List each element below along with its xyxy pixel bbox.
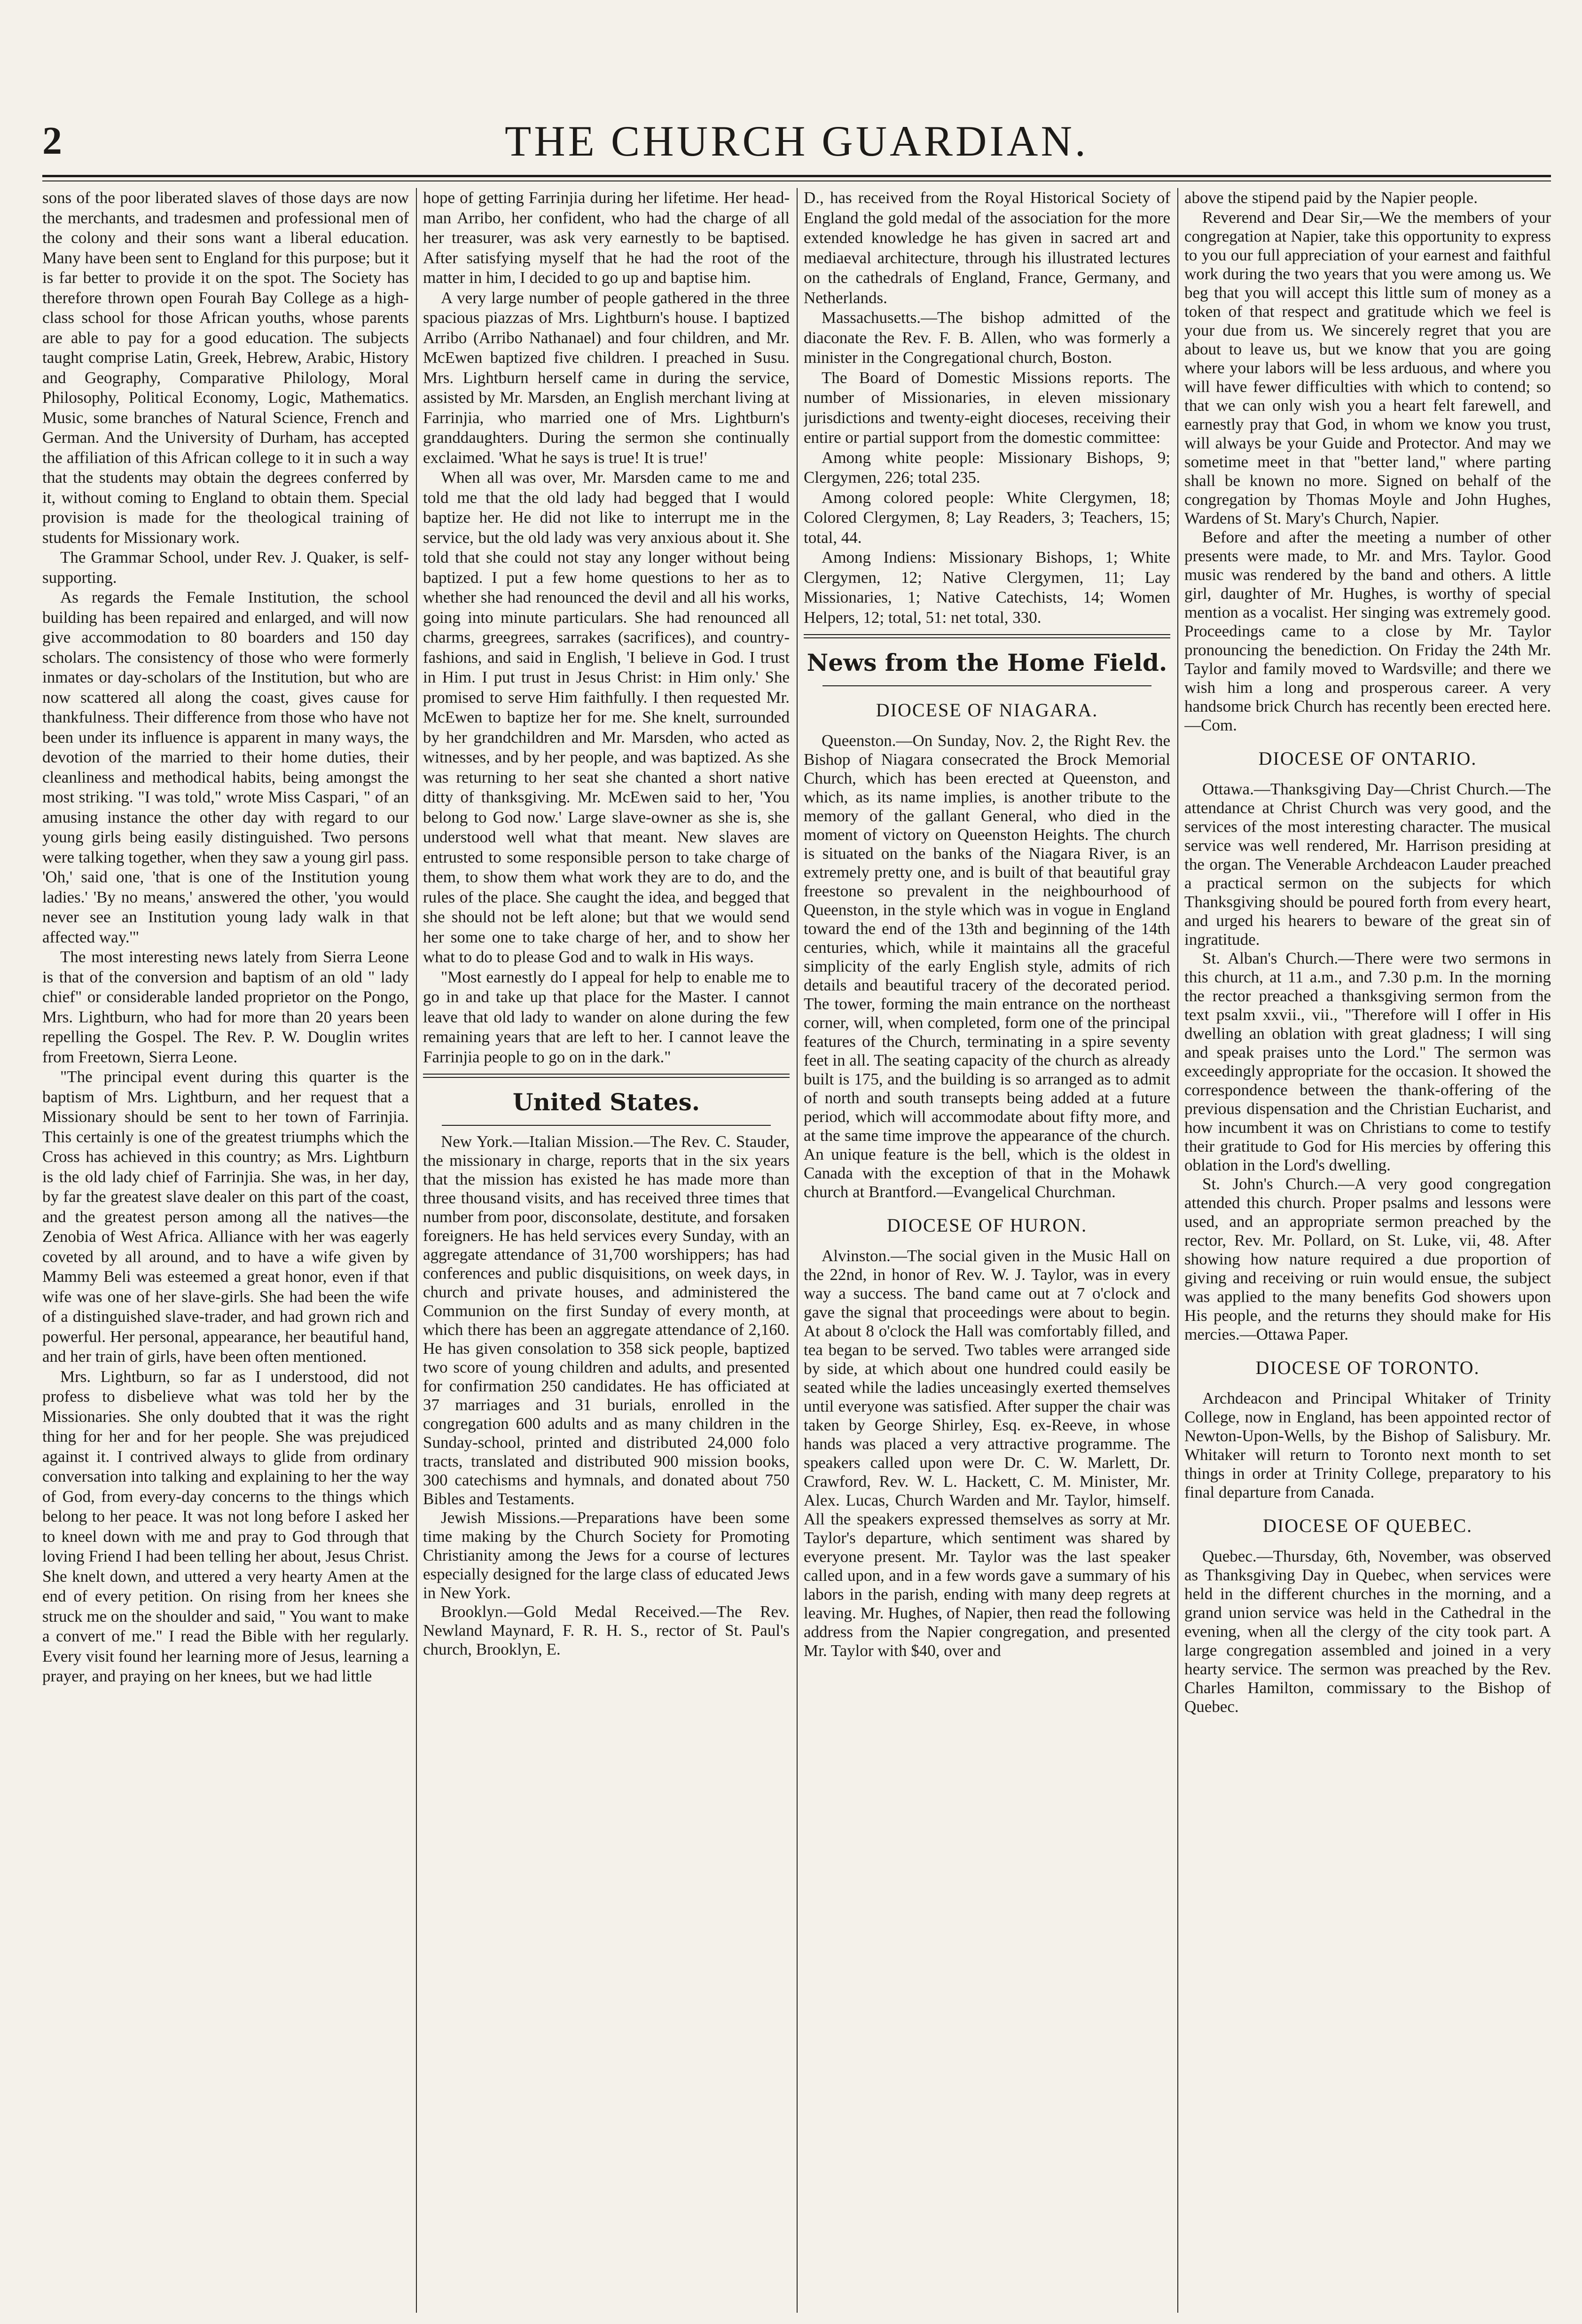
paragraph: Among colored people: White Clergymen, 18; Colored Clergymen, 8; Lay Readers, 3; Teachers, 15; total, 44. <box>804 488 1170 547</box>
paragraph: Among white people: Missionary Bishops, 9; Clergymen, 226; total 235. <box>804 448 1170 487</box>
paragraph: "The principal event during this quarter is the baptism of Mrs. Lightburn, and her request that a Missionary should be sent to her town of Farrinjia. This certainly is one of the greatest triumphs which the Cross has achieved in this country; as Mrs. Lightburn is the old lady chief of Farrinjia. She was, in her day, by far the greatest slave dealer on this part of the coast, and the greatest person among all the natives—the Zenobia of West Africa. Alliance with her was eagerly coveted by all around, and to have a wife given by Mammy Beli was esteemed a great honor, even if that wife was one of her slave-girls. She had been the wife of a distinguished slave-trader, and had grown rich and powerful. Her personal, appearance, her beautiful hand, and her train of girls, have been often mentioned. <box>42 1068 409 1366</box>
paragraph: Ottawa.—Thanksgiving Day—Christ Church.—The attendance at Christ Church was very good, and the services of the most interesting character. The musical service was well rendered, Mr. Harrison presiding at the organ. The Venerable Archdeacon Lauder preached a practical sermon on the subjects for which Thanksgiving should be poured forth from every heart, and urged his hearers to beware of the great sin of ingratitude. <box>1184 779 1551 949</box>
page-number: 2 <box>42 119 62 163</box>
paragraph: Archdeacon and Principal Whitaker of Trinity College, now in England, has been appointed rector of Newton-Upon-Wells, by the Bishop of Salisbury. Mr. Whitaker will return to Toronto next month to set things in order at Trinity College, preparatory to his final departure from Canada. <box>1184 1389 1551 1501</box>
column-divider <box>1177 188 1178 2313</box>
column-4 <box>1184 188 1551 2313</box>
paragraph: Quebec.—Thursday, 6th, November, was observed as Thanksgiving Day in Quebec, when services were held in the different churches in the morning, and a grand union service was held in the Cathedral in the evening, when all the clergy of the city took part. A large congregation assembled and joined in a very hearty service. The sermon was preached by the Rev. Charles Hamilton, commissary to the Bishop of Quebec. <box>1184 1547 1551 1716</box>
paragraph: sons of the poor liberated slaves of those days are now the merchants, and tradesmen and professional men of the colony and their sons want a liberal education. Many have been sent to England for this purpose; but it is far better to provide it on the spot. The Society has therefore thrown open Fourah Bay College as a high-class school for those African youths, whose parents are able to pay for a good education. The subjects taught comprise Latin, Greek, Hebrew, Arabic, History and Geography, Comparative Philology, Moral Philosophy, Political Economy, Logic, Mathematics. Music, some branches of Natural Science, French and German. And the University of Durham, has accepted the affiliation of this African college to it in such a way that the students may obtain the degrees conferred by it, without coming to England to obtain them. Special provision is made for the theological training of students for Missionary work. <box>42 188 409 547</box>
paragraph: When all was over, Mr. Marsden came to me and told me that the old lady had begged that I would baptize her. He did not like to interrupt me in the service, but the old lady was very anxious about it. She told that she could not stay any longer without being baptized. I put a few home questions to her as to whether she had renounced the devil and all his works, going into minute particulars. She had renounced all charms, greegrees, sarrakes (sacrifices), and country-fashions, and said in English, 'I believe in God. I trust in Him. I put trust in Jesus Christ: in Him only.' She promised to serve Him faithfully. I then requested Mr. McEwen to baptize her for me. She knelt, surrounded by her grandchildren and Mr. Marsden, who acted as witnesses, and by her people, and was baptized. As she was returning to her seat she chanted a short native ditty of thanksgiving. Mr. McEwen said to her, 'You belong to God now.' Large slave-owner as she is, she understood well what that meant. New slaves are entrusted to some responsible person to take charge of them, to show them what work they are to do, and the rules of the place. She caught the idea, and begged that she should not be left alone; but that we would send her some one to take charge of her, and to show her what to do to please God and to walk in His ways. <box>423 468 790 966</box>
paragraph: "Most earnestly do I appeal for help to enable me to go in and take up that place for the Master. I cannot leave that old lady to wander on alone during the few remaining years that are left to her. I cannot leave the Farrinjia people to go on in the dark." <box>423 967 790 1066</box>
paragraph: Massachusetts.—The bishop admitted of the diaconate the Rev. F. B. Allen, who was formerly a minister in the Congregational church, Boston. <box>804 308 1170 367</box>
section-rule <box>442 1125 771 1126</box>
paragraph: Before and after the meeting a number of other presents were made, to Mr. and Mrs. Taylor. Good music was rendered by the band and others. A little girl, daughter of Mr. Hughes, is worthy of special mention as a vocalist. Her singing was extremely good. Proceedings came to a close by Mr. Taylor pronouncing the benediction. On Friday the 24th Mr. Taylor and family moved to Wardsville; and there we wish him a long and prosperous career. A very handsome brick Church has recently been erected here.—Com. <box>1184 527 1551 734</box>
diocese-heading-huron: DIOCESE OF HURON. <box>886 1215 1088 1236</box>
article-columns <box>42 188 1551 2313</box>
section-rule <box>804 634 1170 638</box>
paragraph: The most interesting news lately from Sierra Leone is that of the conversion and baptism of an old " lady chief" or considerable landed proprietor on the Pongo, Mrs. Lightburn, who had for more than 20 years been repelling the Gospel. The Rev. P. W. Douglin writes from Freetown, Sierra Leone. <box>42 948 409 1066</box>
paragraph: St. John's Church.—A very good congregation attended this church. Proper psalms and lessons were used, and an appropriate sermon preached by the rector, Rev. Mr. Pollard, on St. Luke, vii, 48. After showing how nature required a due proportion of giving and receiving or ruin would ensue, the subject was applied to the many benefits God showers upon His people, and the returns they should make for His mercies.—Ottawa Paper. <box>1184 1174 1551 1343</box>
section-heading-home-field: News from the Home Field. <box>807 649 1167 676</box>
diocese-heading-toronto: DIOCESE OF TORONTO. <box>1255 1357 1480 1378</box>
column-2 <box>423 188 790 2313</box>
paragraph: Reverend and Dear Sir,—We the members of your congregation at Napier, take this opportunity to express to you our full appreciation of your earnest and faithful work during the two years that you were among us. We beg that you will accept this little sum of money as a token of that respect and gratitude which we feel is your due from us. We sincerely regret that you are about to leave us, but we know that you are going where your labors will be less arduous, and where you will have fewer difficulties with which to contend; so that we can only wish you a heart felt farewell, and earnestly pray that God, in whom we know you trust, will always be your Guide and Protector. And may we sometime meet in that "better land," where parting shall be known no more. Signed on behalf of the congregation by Thomas Moyle and John Hughes, Wardens of St. Mary's Church, Napier. <box>1184 208 1551 527</box>
masthead-rule <box>42 175 1551 177</box>
column-divider <box>797 188 798 2313</box>
paragraph: Among Indiens: Missionary Bishops, 1; White Clergymen, 12; Native Clergymen, 11; Lay Missionaries, 1; Native Catechists, 14; Women Helpers, 12; total, 51: net total, 330. <box>804 548 1170 627</box>
paragraph: As regards the Female Institution, the school building has been repaired and enlarged, and will now give accommodation to 80 boarders and 150 day scholars. The consistency of those who were formerly inmates or day-scholars of the Institution, but who are now scattered all along the coast, gives cause for thankfulness. Their difference from those who have not been under its influence is apparent in many ways, the devotion of the married to their home duties, their cleanliness and methodical habits, being amongst the most striking. "I was told," wrote Miss Caspari, " of an amusing instance the other day with regard to our young girls being easily distinguished. Two persons were talking together, when they saw a young girl pass. 'Oh,' said one, 'that is one of the Institution young ladies.' 'By no means,' answered the other, 'you would never see an Institution young lady walk in that affected way.'" <box>42 588 409 946</box>
diocese-heading-niagara: DIOCESE OF NIAGARA. <box>876 699 1098 721</box>
paragraph: Jewish Missions.—Preparations have been some time making by the Church Society for Promoting Christianity among the Jews for a course of lectures especially designed for the large class of educated Jews in New York. <box>423 1508 790 1602</box>
paragraph: New York.—Italian Mission.—The Rev. C. Stauder, the missionary in charge, reports that in the six years that the mission has existed he has made more than three thousand visits, and has received three times that number from poor, disconsolate, destitute, and forsaken foreigners. He has held services every Sunday, with an aggregate attendance of 31,700 worshippers; has had conferences and public disquisitions, on week days, in church and private houses, and administered the Communion on the first Sunday of every month, at which there has been an aggregate attendance of 2,160. He has given consolation to 358 sick people, baptized two score of young children and adults, and presented for confirmation 250 candidates. He has officiated at 37 marriages and 31 burials, enrolled in the congregation 600 adults and as many children in the Sunday-school, printed and distributed 24,000 folo tracts, translated and distributed 900 mission books, 300 catechisms and hymnals, and donated about 750 Bibles and Testaments. <box>423 1132 790 1508</box>
masthead <box>42 118 1551 174</box>
paragraph: The Board of Domestic Missions reports. The number of Missionaries, in eleven missionary jurisdictions and twenty-eight dioceses, receiving their entire or partial support from the domestic committee: <box>804 368 1170 447</box>
paragraph: Brooklyn.—Gold Medal Received.—The Rev. Newland Maynard, F. R. H. S., rector of St. Paul's church, Brooklyn, E. <box>423 1602 790 1658</box>
paragraph: D., has received from the Royal Historical Society of England the gold medal of the association for the more extended knowledge he has given in sacred art and mediaeval architecture, through his illustrated lectures on the cathedrals of England, France, Germany, and Netherlands. <box>804 188 1170 307</box>
paragraph: St. Alban's Church.—There were two sermons in this church, at 11 a.m., and 7.30 p.m. In the morning the rector preached a thanksgiving sermon from the text psalm xxvii., vii., "Therefore will I offer in His dwelling an oblation with great gladness; I will sing and speak praises unto the Lord." The sermon was exceedingly appropriate for the occasion. It showed the correspondence between the thank-offering of the previous dispensation and the Christian Eucharist, and how incumbent it was on Christians to come to testify their gratitude to God for His mercies by offering this oblation in the Lord's dwelling. <box>1184 949 1551 1174</box>
paragraph: The Grammar School, under Rev. J. Quaker, is self-supporting. <box>42 548 409 587</box>
column-3 <box>804 188 1170 2313</box>
column-1 <box>42 188 409 2313</box>
paragraph: A very large number of people gathered in the three spacious piazzas of Mrs. Lightburn's house. I baptized Arribo (Arribo Nathanael) and four children, and Mr. McEwen baptized five children. I preached in Susu. Mrs. Lightburn herself came in during the service, assisted by Mr. Marsden, an English merchant living at Farrinjia, who married one of Mrs. Lightburn's granddaughters. During the sermon she continually exclaimed. 'What he says is true! It is true!' <box>423 288 790 467</box>
paragraph: Mrs. Lightburn, so far as I understood, did not profess to disbelieve what was told her by the Missionaries. She only doubted that it was the right thing for her and for her people. She was prejudiced against it. I contrived always to glide from ordinary conversation into talking and explaining to her the way of God, from every-day concerns to the things which belong to her peace. It was not long before I asked her to kneel down with me and pray to God through that loving Friend I had been telling her about, Jesus Christ. She knelt down, and uttered a very hearty Amen at the end of every petition. On rising from her knees she struck me on the shoulder and said, " You want to make a convert of me." I read the Bible with her regularly. Every visit found her learning more of Jesus, learning a prayer, and praying on her knees, but we had little <box>42 1367 409 1685</box>
paragraph: above the stipend paid by the Napier people. <box>1184 188 1478 207</box>
section-rule <box>423 1074 790 1078</box>
column-divider <box>416 188 417 2313</box>
diocese-heading-ontario: DIOCESE OF ONTARIO. <box>1258 747 1477 769</box>
newspaper-title: THE CHURCH GUARDIAN. <box>505 117 1089 165</box>
section-heading-united-states: United States. <box>512 1088 700 1116</box>
diocese-heading-quebec: DIOCESE OF QUEBEC. <box>1262 1515 1473 1536</box>
section-rule <box>822 685 1151 686</box>
paragraph: Queenston.—On Sunday, Nov. 2, the Right Rev. the Bishop of Niagara consecrated the Brock Memorial Church, which has been erected at Queenston, and which, as its name implies, is another tribute to the memory of the gallant General, who died in the moment of victory on Queenston Heights. The church is situated on the banks of the Niagara River, is an extremely pretty one, and is built of that beautiful gray freestone so prevalent in the neighbourhood of Queenston, in the style which was in vogue in England toward the end of the 13th and beginning of the 14th centuries, which, while it maintains all the graceful simplicity of the early English style, admits of rich details and beautiful tracery of the decorated period. The tower, forming the main entrance on the northeast corner, will, when completed, form one of the principal features of the Church, terminating in a spire seventy feet in all. The seating capacity of the church as already built is 175, and the building is so arranged as to admit of north and south transepts being added at a future period, which will accommodate about fifty more, and at the same time improve the appearance of the church. An unique feature is the bell, which is the oldest in Canada with the exception of that in the Mohawk church at Brantford.—Evangelical Churchman. <box>804 731 1170 1201</box>
paragraph: Alvinston.—The social given in the Music Hall on the 22nd, in honor of Rev. W. J. Taylor, was in every way a success. The band came out at 7 o'clock and gave the signal that proceedings were about to begin. At about 8 o'clock the Hall was comfortably filled, and tea began to be served. Two tables were arranged side by side, at which about one hundred could easily be seated while the ladies unceasingly exerted themselves until everyone was satisfied. After supper the chair was taken by George Shirley, Esq. ex-Reeve, in whose hands was placed a very attractive programme. The speakers called upon were Dr. C. W. Marlett, Dr. Crawford, Rev. W. L. Hackett, C. M. Minister, Mr. Alex. Lucas, Church Warden and Mr. Taylor, himself. All the speakers expressed themselves as sorry at Mr. Taylor's departure, which sentiment was shared by everyone present. Mr. Taylor was the last speaker called upon, and in a few words gave a summary of his labors in the parish, ending with many deep regrets at leaving. Mr. Hughes, of Napier, then read the following address from the Napier congregation, and presented Mr. Taylor with $40, over and <box>804 1247 1170 1660</box>
paragraph: hope of getting Farrinjia during her lifetime. Her head-man Arribo, her confident, who had the charge of all her treasurer, was ask very earnestly to be baptised. After satisfying myself that he had the root of the matter in him, I decided to go up and baptise him. <box>423 188 790 287</box>
